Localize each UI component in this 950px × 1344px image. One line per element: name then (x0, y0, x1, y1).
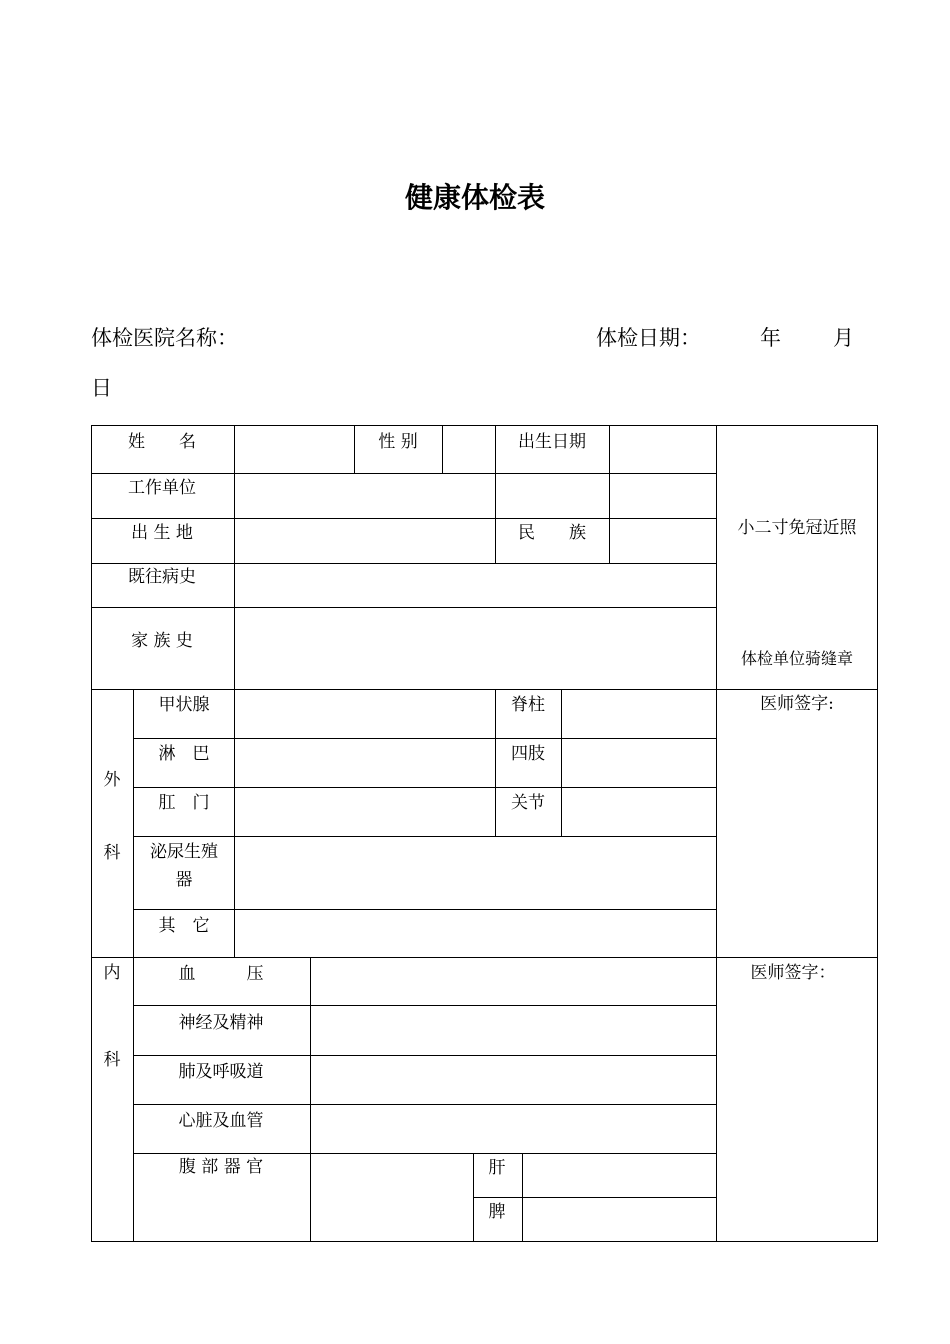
heart-vascular-label: 心脏及血管 (178, 1111, 264, 1131)
surgery-section-label-2: 科 (103, 843, 121, 863)
gender-label: 性 别 (378, 432, 418, 452)
day-label: 日 (91, 376, 112, 400)
page-title: 健康体检表 (404, 181, 545, 214)
internal-section-label-2: 科 (103, 1050, 121, 1070)
other-label: 其 它 (158, 916, 210, 936)
birthplace-label: 出 生 地 (131, 523, 193, 543)
exam-date-label: 体检日期： (596, 326, 701, 350)
photo-placeholder-label: 小二寸免冠近照 (737, 518, 857, 538)
nerve-mental-label: 神经及精神 (178, 1013, 264, 1033)
ethnicity-label: 民 族 (518, 523, 586, 543)
name-label: 姓 名 (128, 432, 196, 452)
seal-label: 体检单位骑缝章 (740, 649, 854, 668)
spleen-label: 脾 (488, 1202, 506, 1222)
birth-date-label: 出生日期 (518, 432, 586, 452)
lymph-label: 淋 巴 (158, 744, 210, 764)
spine-label: 脊柱 (511, 695, 545, 715)
urogenital-label-line2: 器 (175, 870, 193, 890)
anus-label: 肛 门 (158, 793, 210, 813)
internal-section-label-1: 内 (103, 963, 121, 983)
surgery-doctor-signature-label: 医师签字: (760, 694, 834, 714)
surgery-section-label-1: 外 (103, 770, 121, 790)
joints-label: 关节 (511, 793, 545, 813)
work-unit-label: 工作单位 (128, 478, 196, 498)
hospital-name-label: 体检医院名称： (91, 326, 238, 350)
liver-label: 肝 (488, 1158, 506, 1178)
internal-doctor-signature-label: 医师签字： (750, 963, 836, 983)
lung-respiratory-label: 肺及呼吸道 (178, 1062, 264, 1082)
medical-history-label: 既往病史 (128, 567, 196, 587)
family-history-label: 家 族 史 (131, 631, 193, 651)
year-label: 年 (760, 326, 781, 350)
abdominal-organs-label: 腹 部 器 官 (178, 1157, 264, 1177)
limbs-label: 四肢 (511, 744, 545, 764)
blood-pressure-label: 血 压 (178, 964, 264, 984)
thyroid-label: 甲状腺 (158, 695, 210, 715)
urogenital-label-line1: 泌尿生殖 (150, 842, 218, 862)
month-label: 月 (833, 326, 854, 350)
